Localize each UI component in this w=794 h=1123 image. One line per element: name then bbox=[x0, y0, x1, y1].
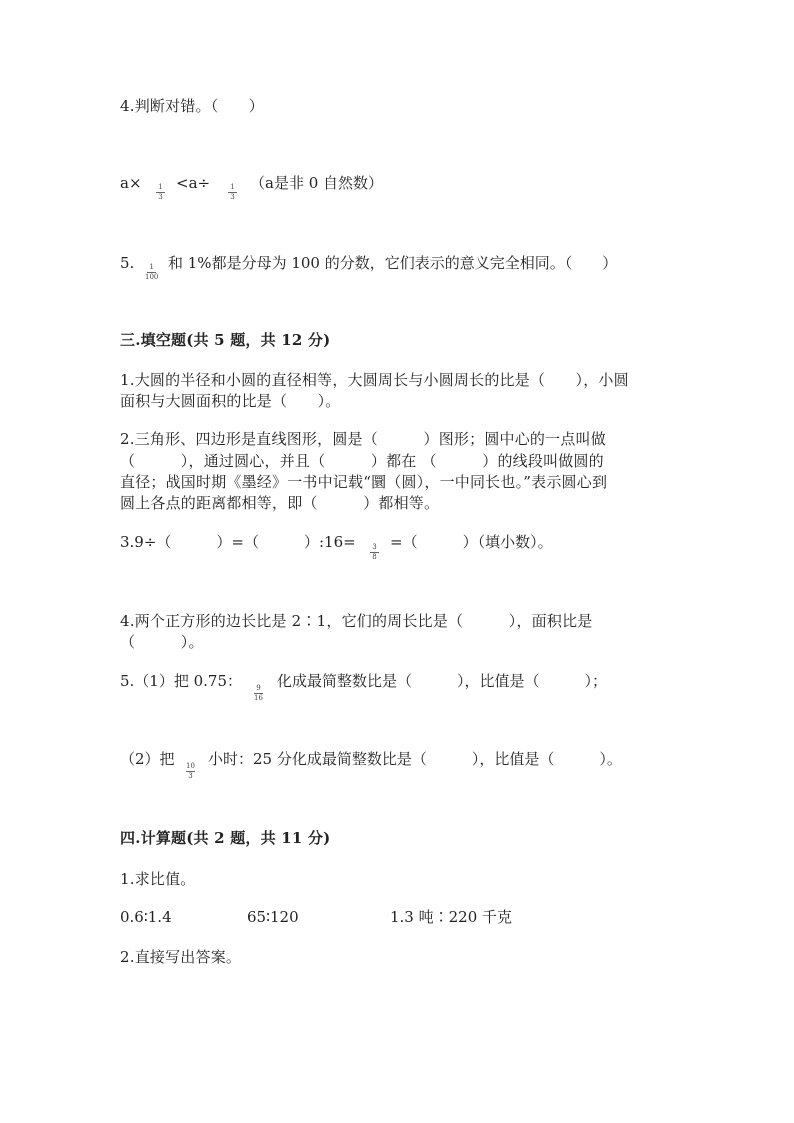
fraction-ten-thirds bbox=[186, 762, 195, 780]
fraction-one-third-1 bbox=[156, 183, 165, 201]
judge-q4-title: 4.判断对错。（ ） bbox=[120, 97, 265, 115]
judge-q4-less-than-a-divide: <a÷ bbox=[176, 174, 211, 192]
section3-q2-line3: 直径；战国时期《墨经》一书中记载“圜（圆），一中同长也。”表示圆心到 bbox=[120, 473, 608, 491]
section3-q4-line1: 4.两个正方形的边长比是 2∶1，它们的周长比是（ ），面积比是 bbox=[120, 612, 593, 630]
section3-q4-line2: （ ）。 bbox=[120, 633, 204, 651]
fraction-denominator: 3 bbox=[158, 193, 163, 201]
fraction-three-eighths bbox=[370, 543, 379, 561]
fraction-numerator: 3 bbox=[372, 543, 377, 551]
section3-q5a-right: 化成最简整数比是（ ），比值是（ ）； bbox=[277, 672, 608, 690]
fraction-one-hundredth bbox=[145, 263, 158, 281]
section3-q5b-left: （2）把 bbox=[120, 750, 175, 768]
section3-q5a-left: 5.（1）把 0.75： bbox=[120, 672, 243, 690]
fraction-one-third-2 bbox=[228, 183, 237, 201]
fraction-denominator: 8 bbox=[372, 553, 377, 561]
judge-q4-a-times: a× bbox=[120, 174, 142, 192]
section3-q1-line1: 1.大圆的半径和小圆的直径相等，大圆周长与小圆周长的比是（ ），小圆 bbox=[120, 371, 629, 389]
section3-q3-right: =（ ）（填小数）。 bbox=[390, 533, 553, 551]
ratio-item-3: 1.3 吨∶220 千克 bbox=[390, 908, 513, 926]
section3-q1-line2: 面积与大圆面积的比是（ ）。 bbox=[120, 392, 341, 410]
fraction-denominator: 16 bbox=[254, 694, 263, 702]
ratio-item-1: 0.6∶1.4 bbox=[120, 908, 172, 926]
fraction-numerator: 1 bbox=[230, 183, 235, 191]
section3-q3-left: 3.9÷（ ）=（ ）:16= bbox=[120, 533, 356, 551]
section4-q1-title: 1.求比值。 bbox=[120, 870, 196, 888]
section4-q2-title: 2.直接写出答案。 bbox=[120, 948, 242, 966]
ratio-item-2: 65∶120 bbox=[247, 908, 299, 926]
judge-q5-text: 和 1%都是分母为 100 的分数，它们表示的意义完全相同。（ ） bbox=[168, 254, 618, 272]
fraction-denominator: 100 bbox=[145, 273, 159, 281]
fraction-numerator: 9 bbox=[256, 684, 261, 692]
judge-q5-label: 5. bbox=[120, 254, 135, 272]
section4-heading: 四.计算题(共 2 题，共 11 分) bbox=[120, 829, 331, 847]
fraction-numerator: 10 bbox=[186, 762, 195, 770]
judge-q4-note: （a是非 0 自然数） bbox=[250, 174, 384, 192]
fraction-nine-sixteenths bbox=[254, 684, 263, 702]
section3-q2-line2: （ ），通过圆心，并且（ ）都在 （ ）的线段叫做圆的 bbox=[120, 452, 604, 470]
fraction-denominator: 3 bbox=[188, 772, 193, 780]
section3-q2-line1: 2.三角形、四边形是直线图形，圆是（ ）图形；圆中心的一点叫做 bbox=[120, 430, 606, 448]
section3-q5b-right: 小时：25 分化成最简整数比是（ ），比值是（ ）。 bbox=[208, 750, 622, 768]
section3-heading: 三.填空题(共 5 题，共 12 分) bbox=[120, 331, 331, 349]
fraction-denominator: 3 bbox=[230, 193, 235, 201]
section3-q2-line4: 圆上各点的距离都相等，即（ ）都相等。 bbox=[120, 494, 440, 512]
fraction-numerator: 1 bbox=[149, 263, 154, 271]
fraction-numerator: 1 bbox=[158, 183, 163, 191]
